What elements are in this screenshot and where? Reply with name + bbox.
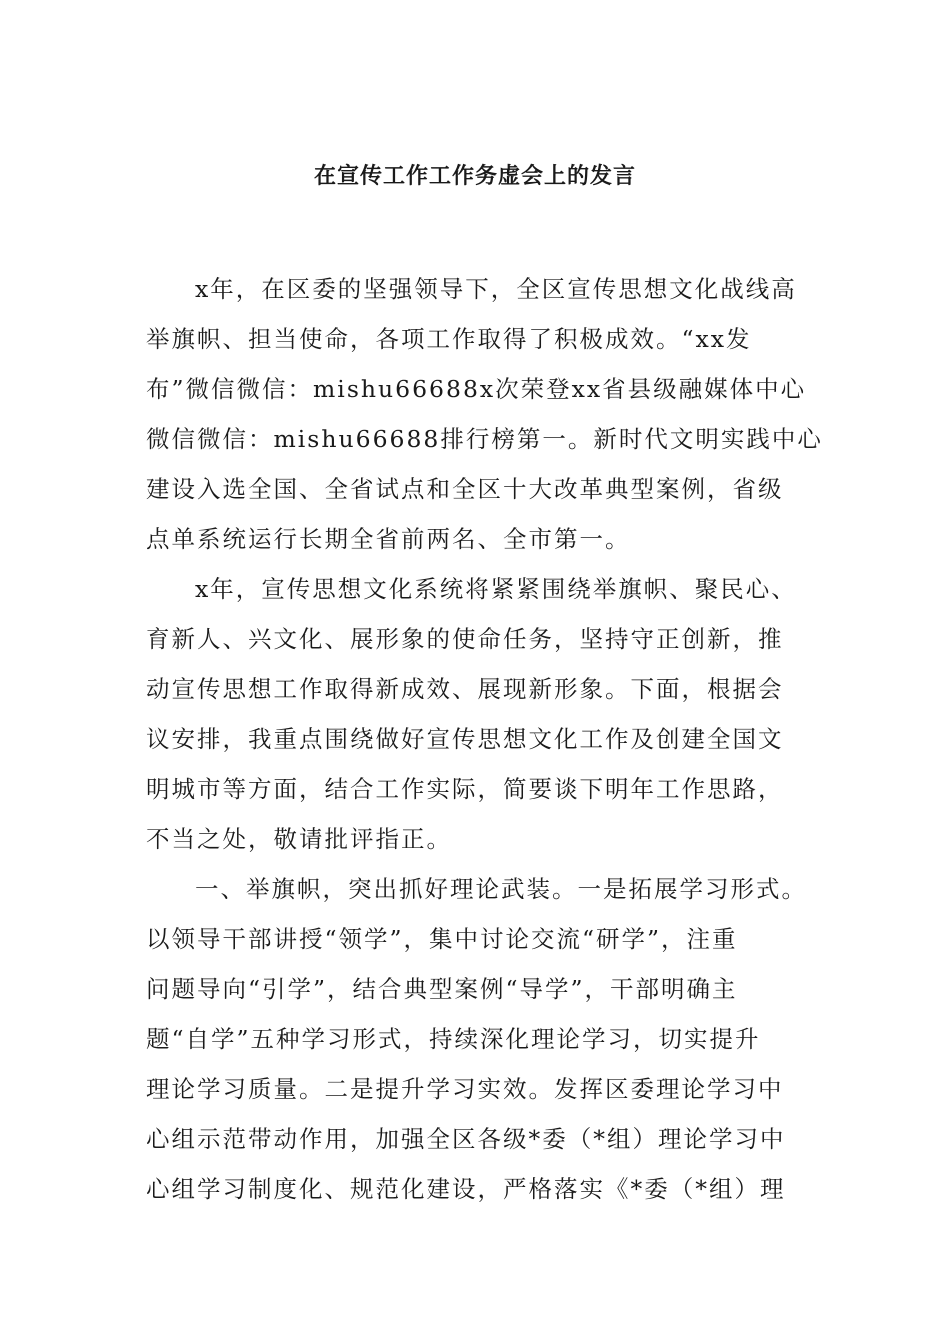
paragraph-2-line-6: 不当之处，敬请批评指正。 xyxy=(146,825,452,853)
paragraph-2-line-1: x年，宣传思想文化系统将紧紧围绕举旗帜、聚民心、 xyxy=(195,575,797,603)
paragraph-1-line-2: 举旗帜、担当使命，各项工作取得了积极成效。“xx发 xyxy=(146,325,752,353)
paragraph-1-line-4: 微信微信：mishu66688排行榜第一。新时代文明实践中心 xyxy=(146,425,823,453)
paragraph-1-line-3: 布”微信微信：mishu66688x次荣登xx省县级融媒体中心 xyxy=(146,375,807,403)
paragraph-2-line-5: 明城市等方面，结合工作实际，简要谈下明年工作思路， xyxy=(146,775,784,803)
paragraph-3-line-4: 题“自学”五种学习形式，持续深化理论学习，切实提升 xyxy=(146,1025,761,1053)
paragraph-3-line-5: 理论学习质量。二是提升学习实效。发挥区委理论学习中 xyxy=(146,1075,784,1103)
paragraph-3-line-2: 以领导干部讲授“领学”，集中讨论交流“研学”，注重 xyxy=(146,925,738,953)
paragraph-1-line-6: 点单系统运行长期全省前两名、全市第一。 xyxy=(146,525,631,553)
document-body xyxy=(146,264,846,1214)
paragraph-1-line-5: 建设入选全国、全省试点和全区十大改革典型案例，省级 xyxy=(146,475,784,503)
paragraph-3-line-7: 心组学习制度化、规范化建设，严格落实《*委（*组）理 xyxy=(146,1175,786,1203)
paragraph-2-line-4: 议安排，我重点围绕做好宣传思想文化工作及创建全国文 xyxy=(146,725,784,753)
paragraph-2-line-3: 动宣传思想工作取得新成效、展现新形象。下面，根据会 xyxy=(146,675,784,703)
paragraph-1-line-1: x年，在区委的坚强领导下，全区宣传思想文化战线高 xyxy=(195,275,797,303)
paragraph-3-line-1: 一、举旗帜，突出抓好理论武装。一是拓展学习形式。 xyxy=(195,875,807,903)
paragraph-3-line-3: 问题导向“引学”，结合典型案例“导学”，干部明确主 xyxy=(146,975,738,1003)
document-title: 在宣传工作工作务虚会上的发言 xyxy=(313,164,636,189)
paragraph-3-line-6: 心组示范带动作用，加强全区各级*委（*组）理论学习中 xyxy=(146,1125,786,1153)
paragraph-2-line-2: 育新人、兴文化、展形象的使命任务，坚持守正创新，推 xyxy=(146,625,784,653)
